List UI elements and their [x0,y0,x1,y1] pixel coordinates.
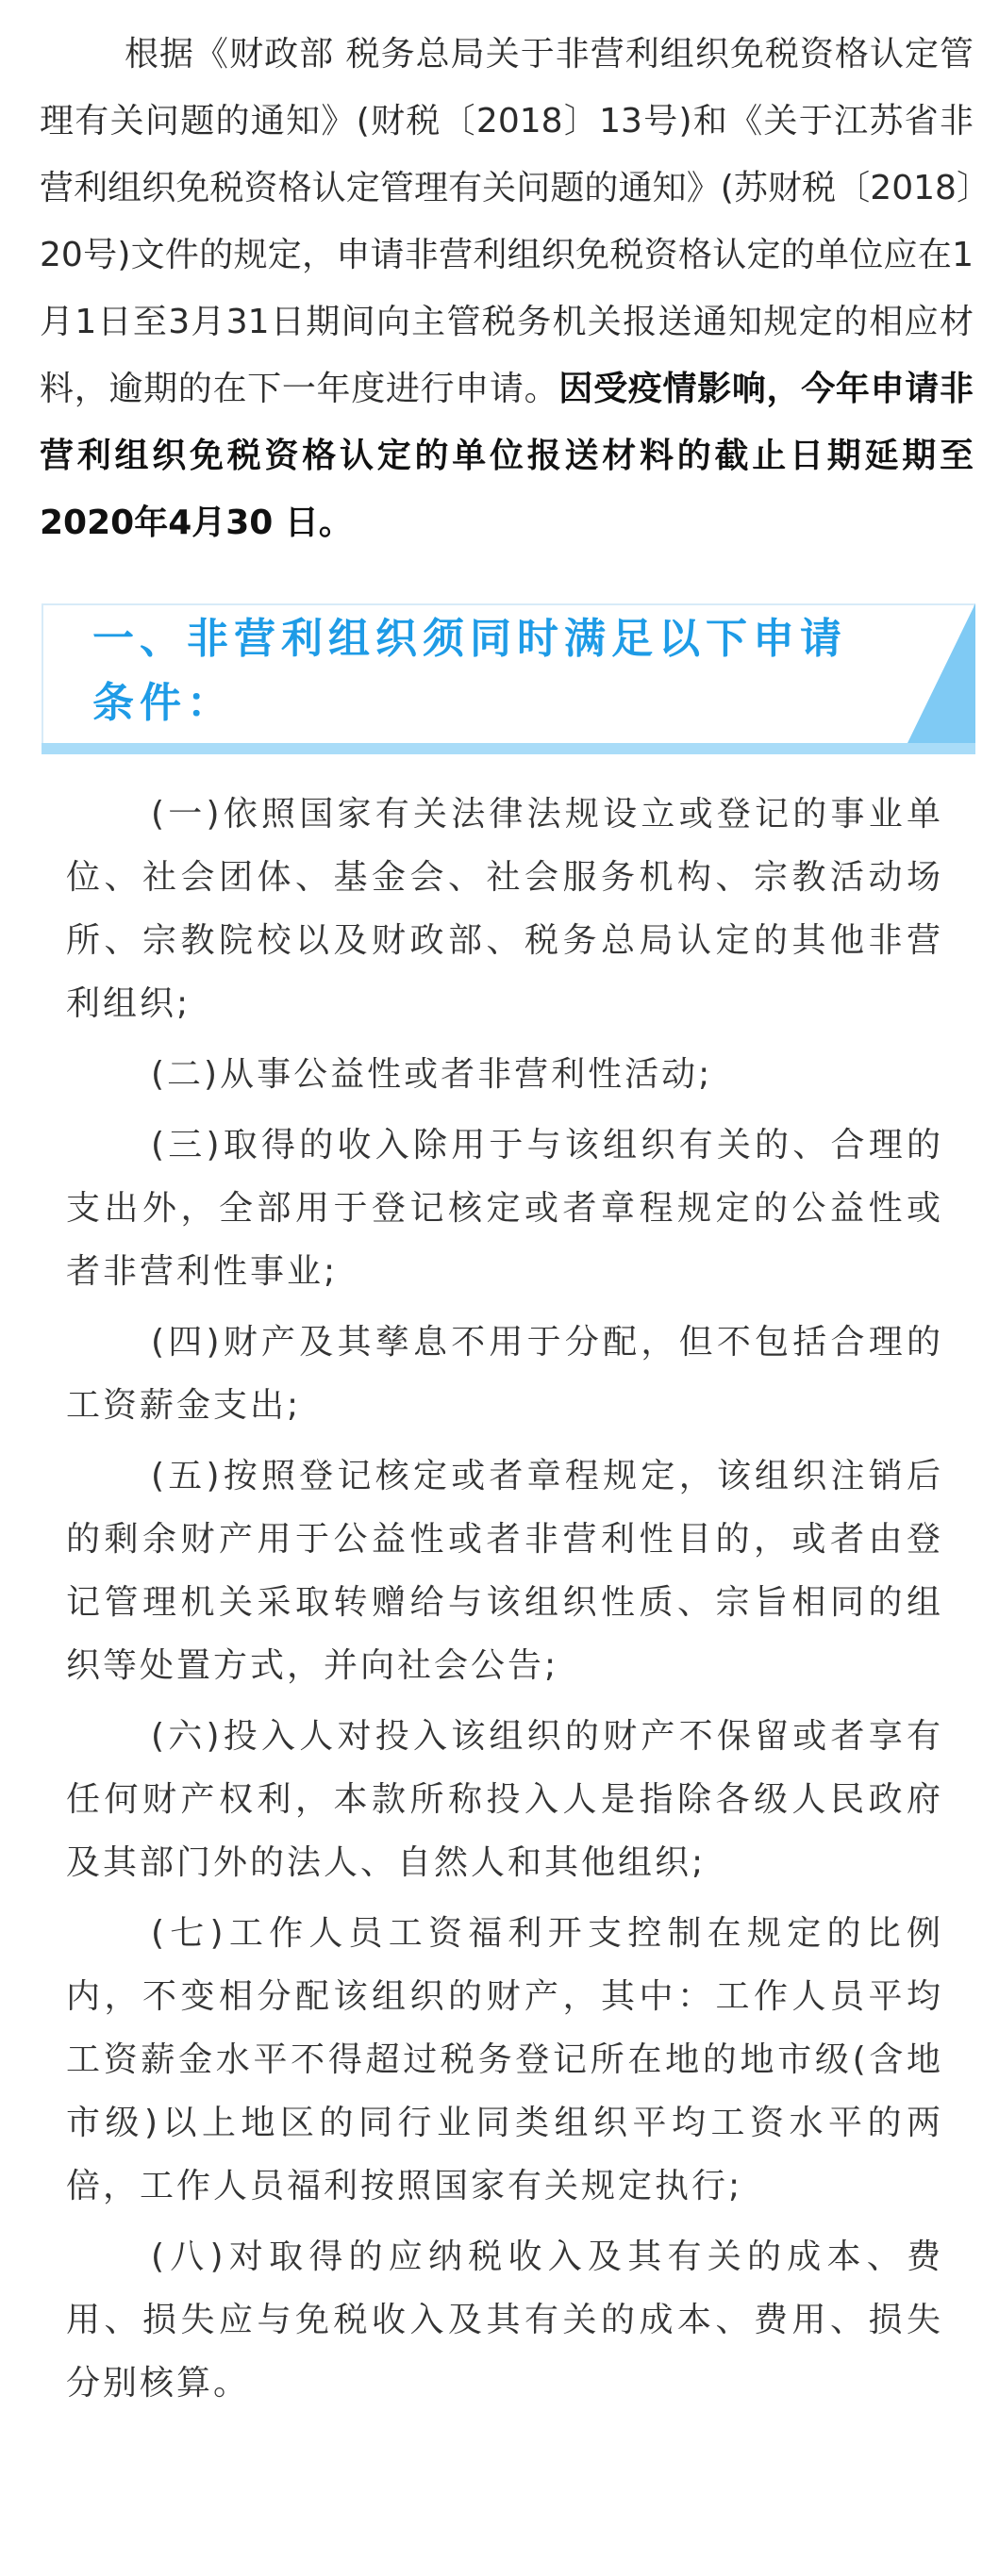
condition-item: (二)从事公益性或者非营利性活动; [151,1055,713,1094]
intro-text: 根据《财政部 税务总局关于非营利组织免税资格认定管理有关问题的通知》(财税〔2018〕13号)和《关于江苏省非营利组织免税资格认定管理有关问题的通知》(苏财税〔2018〕20号)文件的规定，申请非营利组织免税资格认定的单位应在1月1日至3月31日期间向主管税务机关报送通知规定的相应材料，逾期的在下一年度进行申请。 [40,35,974,408]
condition-item: (八)对取得的应纳税收入及其有关的成本、费用、损失应与免税收入及其有关的成本、费用、损失分别核算。 [66,2237,943,2403]
section-title: 一、非营利组织须同时满足以下申请条件： [92,615,847,727]
intro-paragraph [40,21,974,556]
section-heading-underline [42,743,975,754]
condition-item: (四)财产及其孳息不用于分配，但不包括合理的工资薪金支出; [66,1323,943,1425]
condition-item: (五)按照登记核定或者章程规定，该组织注销后的剩余财产用于公益性或者非营利性目的，或者由登记管理机关采取转赠给与该组织性质、宗旨相同的组织等处置方式，并向社会公告; [66,1457,943,1685]
condition-item: (六)投入人对投入该组织的财产不保留或者享有任何财产权利，本款所称投入人是指除各级人民政府及其部门外的法人、自然人和其他组织; [66,1717,943,1882]
condition-item: (七)工作人员工资福利开支控制在规定的比例内，不变相分配该组织的财产，其中：工作人员平均工资薪金水平不得超过税务登记所在地的地市级(含地市级)以上地区的同行业同类组织平均工资水平的两倍，工作人员福利按照国家有关规定执行; [66,1914,943,2205]
conditions-list [66,783,943,2422]
condition-item: (三)取得的收入除用于与该组织有关的、合理的支出外，全部用于登记核定或者章程规定的公益性或者非营利性事业; [66,1126,943,1291]
deadline-notice: 因受疫情影响，今年申请非营利组织免税资格认定的单位报送材料的截止日期延期至2020年4月30 日。 [40,370,974,542]
condition-item: (一)依照国家有关法律法规设立或登记的事业单位、社会团体、基金会、社会服务机构、宗教活动场所、宗教院校以及财政部、税务总局认定的其他非营利组织; [66,795,943,1023]
corner-triangle-icon [907,603,975,743]
